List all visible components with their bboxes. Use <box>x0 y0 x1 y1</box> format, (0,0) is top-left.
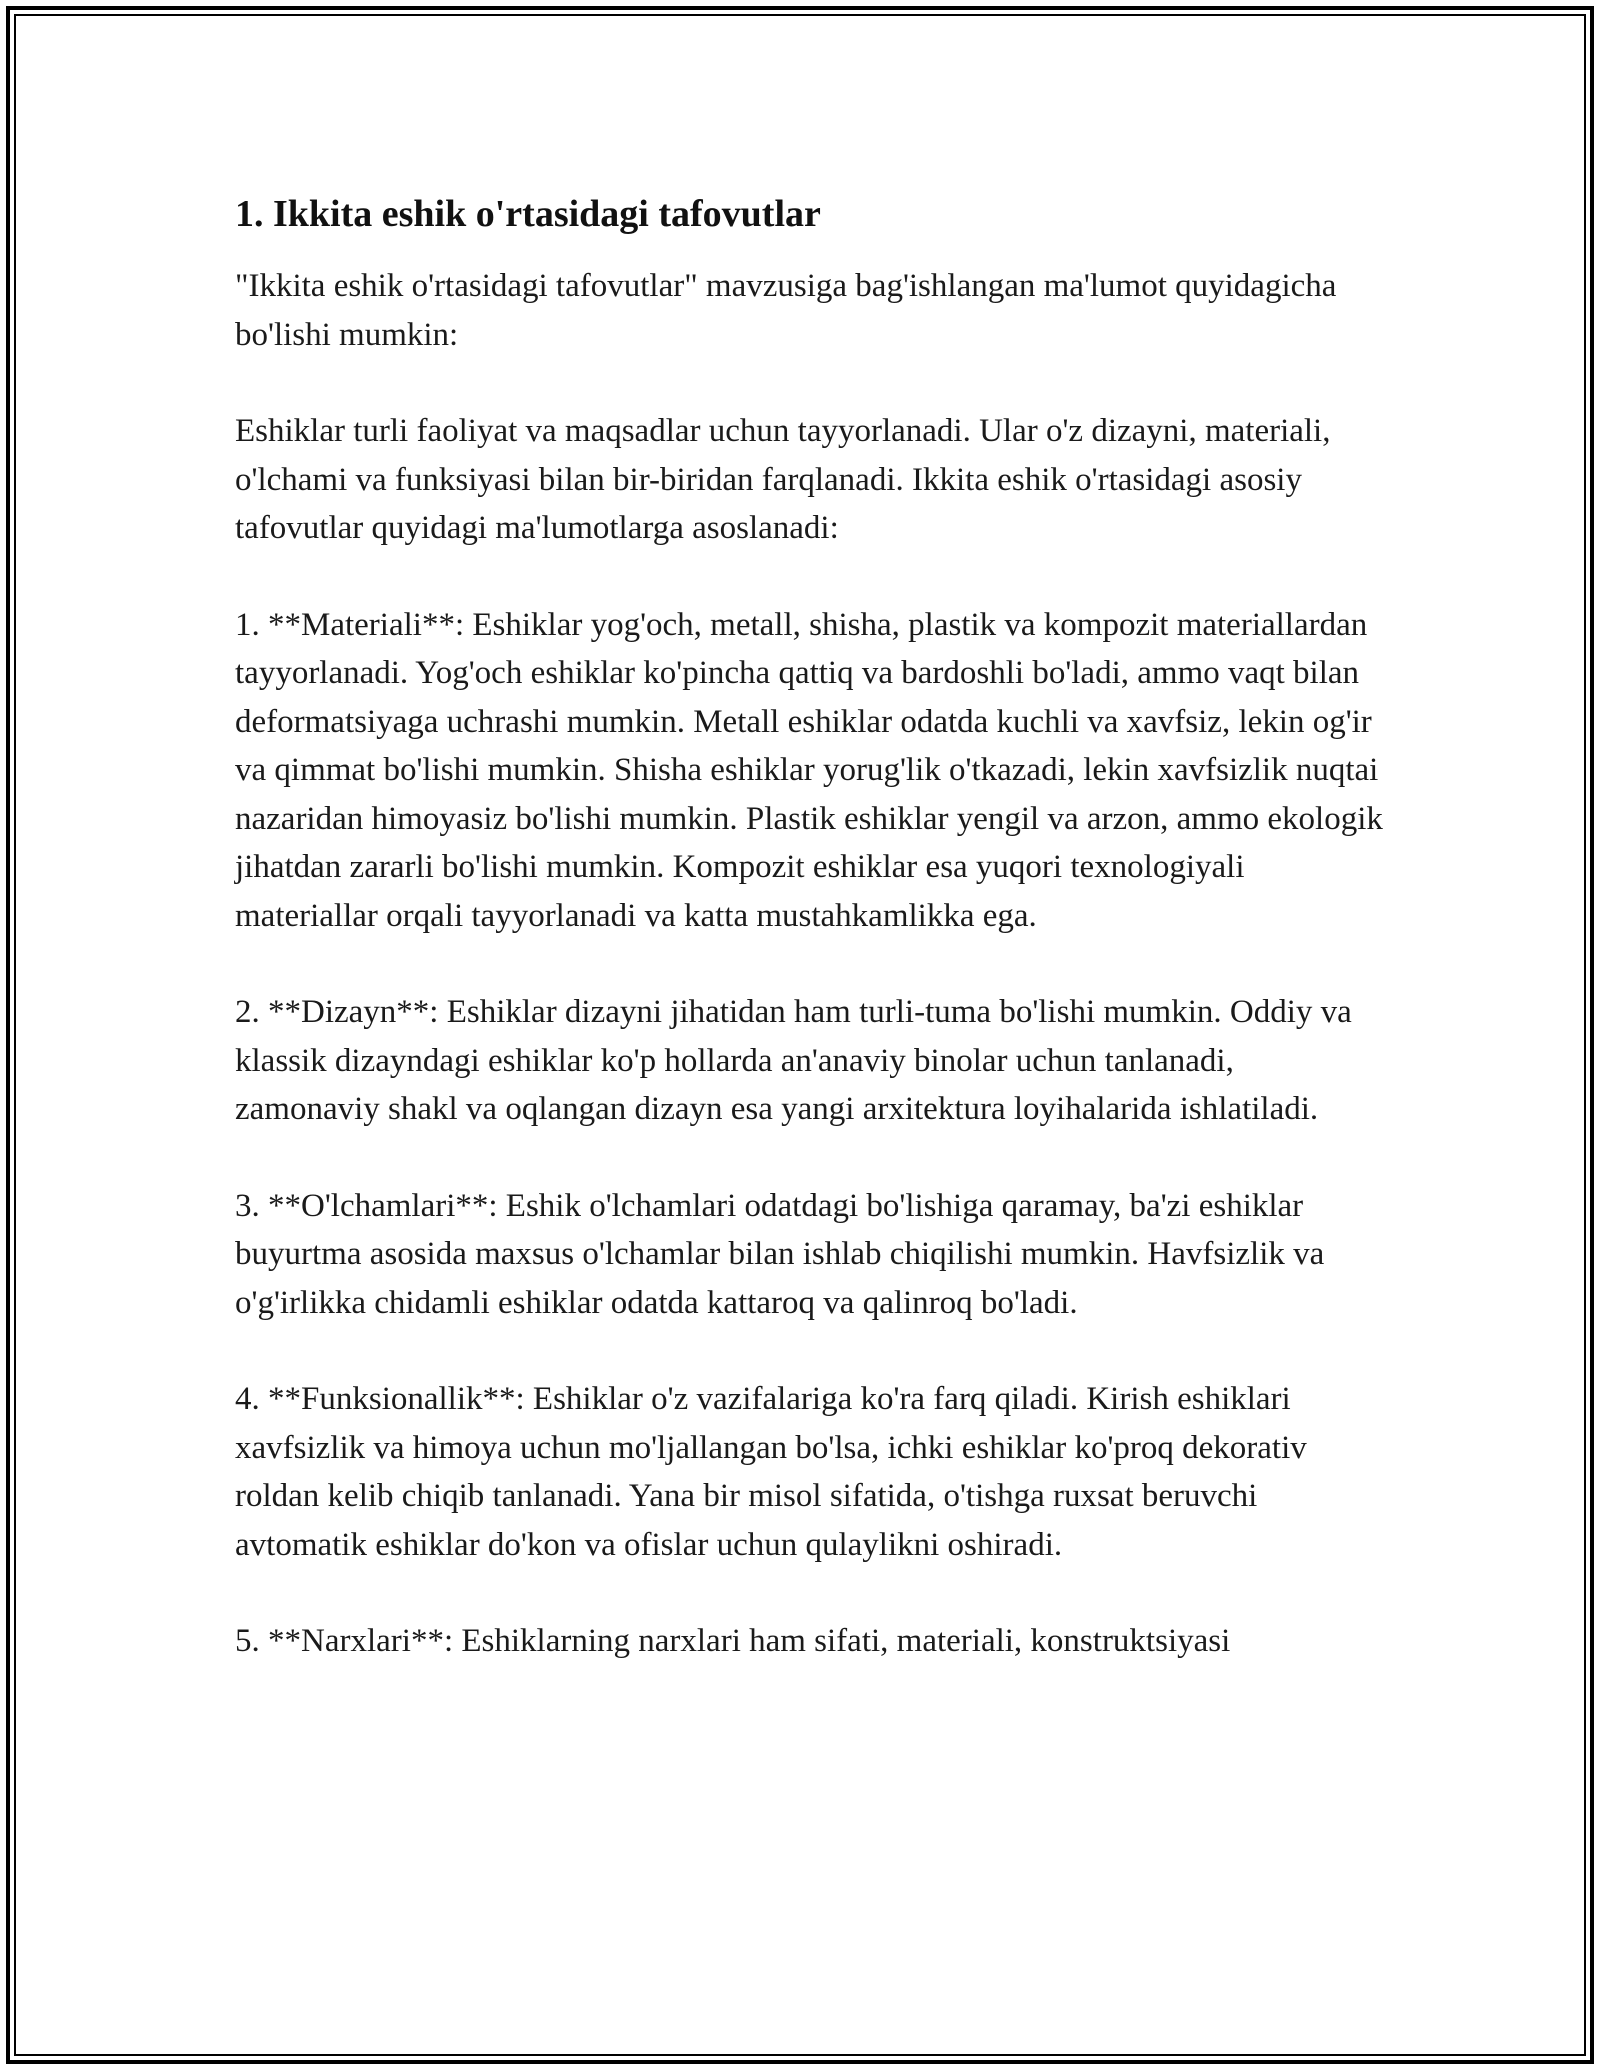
document-title: 1. Ikkita eshik o'rtasidagi tafovutlar <box>235 193 821 235</box>
paragraph-design: 2. **Dizayn**: Eshiklar dizayni jihatidan ham turli-tuma bo'lishi mumkin. Oddiy va klassik dizayndagi eshiklar ko'p hollarda an'anaviy binolar uchun tanlanadi, zamonaviy shakl va oqlangan dizayn esa yangi arxitektura loyihalarida ishlatiladi. <box>235 994 1352 1127</box>
paragraph-material: 1. **Materiali**: Eshiklar yog'och, metall, shisha, plastik va kompozit materiallardan tayyorlanadi. Yog'och eshiklar ko'pincha qattiq va bardoshli bo'ladi, ammo vaqt bilan deformatsiyaga uchrashi mumkin. Metall eshiklar odatda kuchli va xavfsiz, lekin og'ir va qimmat bo'lishi mumkin. Shisha eshiklar yorug'lik o'tkazadi, lekin xavfsizlik nuqtai nazaridan himoyasiz bo'lishi mumkin. Plastik eshiklar yengil va arzon, ammo ekologik jihatdan zararli bo'lishi mumkin. Kompozit eshiklar esa yuqori texnologiyali materiallar orqali tayyorlanadi va katta mustahkamlikka ega. <box>235 606 1383 934</box>
paragraph-functionality: 4. **Funksionallik**: Eshiklar o'z vazifalariga ko'ra farq qiladi. Kirish eshiklari xavfsizlik va himoya uchun mo'ljallangan bo'lsa, ichki eshiklar ko'proq dekorativ roldan kelib chiqib tanlanadi. Yana bir misol sifatida, o'tishga ruxsat beruvchi avtomatik eshiklar do'kon va ofislar uchun qulaylikni oshiradi. <box>235 1381 1307 1563</box>
paragraph-prices: 5. **Narxlari**: Eshiklarning narxlari ham sifati, materiali, konstruktsiyasi <box>235 1623 1231 1659</box>
paragraph-intro: "Ikkita eshik o'rtasidagi tafovutlar" mavzusiga bag'ishlangan ma'lumot quyidagicha bo'lishi mumkin: <box>235 268 1337 353</box>
document-body <box>235 188 1385 1714</box>
paragraph-overview: Eshiklar turli faoliyat va maqsadlar uchun tayyorlanadi. Ular o'z dizayni, materiali, o'lchami va funksiyasi bilan bir-biridan farqlanadi. Ikkita eshik o'rtasidagi asosiy tafovutlar quyidagi ma'lumotlarga asoslanadi: <box>235 413 1331 546</box>
paragraph-dimensions: 3. **O'lchamlari**: Eshik o'lchamlari odatdagi bo'lishiga qaramay, ba'zi eshiklar buyurtma asosida maxsus o'lchamlar bilan ishlab chiqilishi mumkin. Havfsizlik va o'g'irlikka chidamli eshiklar odatda kattaroq va qalinroq bo'ladi. <box>235 1187 1325 1321</box>
